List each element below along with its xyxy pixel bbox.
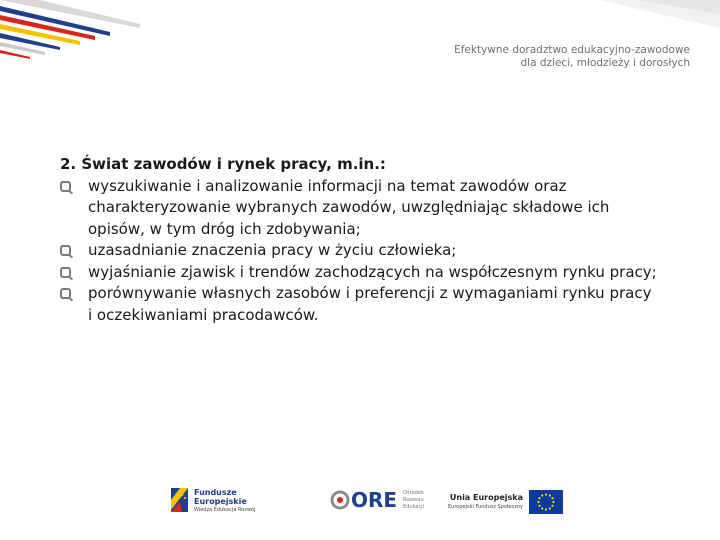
q-square-icon xyxy=(60,181,71,192)
bullet-text: uzasadnianie znaczenia pracy w życiu człowieka; xyxy=(88,241,457,259)
q-square-icon xyxy=(60,288,71,299)
ore-logo xyxy=(330,488,424,512)
unia-europejska-logo xyxy=(448,490,563,514)
header-title-line2: dla dzieci, młodzieży i dorosłych xyxy=(520,57,690,69)
ore-logo-line1: Ośrodek xyxy=(403,489,424,496)
bullet-item xyxy=(60,176,660,241)
bullet-text: wyszukiwanie i analizowanie informacji na temat zawodów oraz charakteryzowanie wybranych zawodów, uwzględniając składowe ich opisów, w tym dróg ich zdobywania; xyxy=(88,176,610,238)
fe-logo-line1: Fundusze xyxy=(194,488,237,497)
ore-circle-icon xyxy=(330,489,350,511)
ore-logo-line2: Rozwoju xyxy=(403,496,424,503)
bullet-item xyxy=(60,262,660,284)
ore-logo-line3: Edukacji xyxy=(403,503,424,510)
bullet-text: porównywanie własnych zasobów i preferencji z wymaganiami rynku pracy i oczekiwaniami pracodawców. xyxy=(88,284,652,324)
header-title-line1: Efektywne doradztwo edukacyjno-zawodowe xyxy=(454,44,690,56)
fundusze-europejskie-logo xyxy=(168,486,255,516)
fe-logo-line3: Wiedza Edukacja Rozwój xyxy=(194,507,256,513)
q-square-icon xyxy=(60,267,71,278)
ue-logo-line2: Europejski Fundusz Społeczny xyxy=(448,504,523,510)
eu-flag-icon xyxy=(529,490,563,514)
ore-logo-mark: ORE xyxy=(351,488,398,512)
q-square-icon xyxy=(60,245,71,256)
slide-content xyxy=(60,154,660,326)
fe-flag-icon xyxy=(168,486,190,516)
bullet-text: wyjaśnianie zjawisk i trendów zachodzących na współczesnym rynku pracy; xyxy=(88,262,657,281)
footer-logos xyxy=(0,478,720,528)
bullet-list xyxy=(60,176,660,327)
ue-logo-line1: Unia Europejska xyxy=(449,493,523,502)
header-title xyxy=(454,44,690,70)
bullet-item xyxy=(60,283,660,326)
bullet-item xyxy=(60,240,660,262)
section-heading: 2. Świat zawodów i rynek pracy, m.in.: xyxy=(60,155,386,173)
fe-logo-line2: Europejskie xyxy=(194,497,247,506)
